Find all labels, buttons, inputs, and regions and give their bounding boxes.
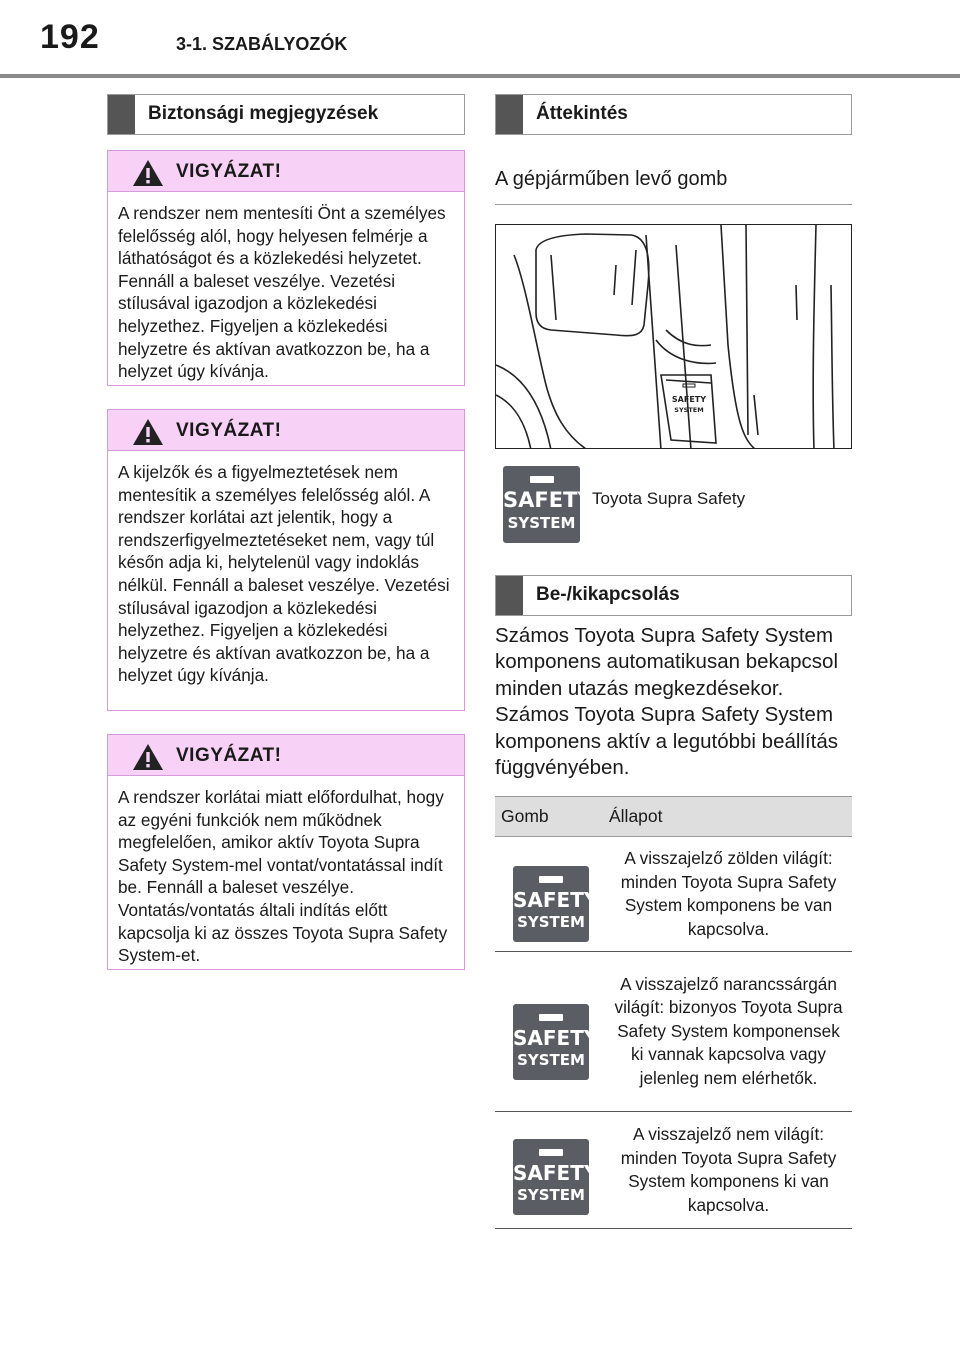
safety-system-button-icon [513, 1139, 599, 1215]
column-header-button: Gomb [495, 797, 605, 837]
section-marker [108, 95, 135, 134]
table-header-row [495, 797, 852, 837]
table-row [495, 952, 852, 1112]
table-cell-state: A visszajelző nem világít: minden Toyota Supra Safety System komponens ki van kapcsolva. [605, 1112, 852, 1229]
warning-box-2 [107, 409, 465, 711]
table-cell-state: A visszajelző narancssárgán világít: bizonyos Toyota Supra Safety System komponensek ki vannak kapcsolva vagy jelenleg nem elérhetők. [605, 952, 852, 1112]
warning-label: VIGYÁZAT! [176, 420, 282, 441]
badge-line1: SAFETY [513, 1161, 599, 1185]
photo-button-label-line2: SYSTEM [674, 406, 704, 414]
badge-line2: SYSTEM [507, 514, 576, 532]
photo-button-label-line1: SAFETY [671, 395, 707, 404]
warning-header [108, 410, 464, 451]
badge-line2: SYSTEM [517, 1186, 585, 1204]
warning-box-3 [107, 734, 465, 970]
badge-line1: SAFETY [503, 488, 593, 512]
table-cell-state: A visszajelző zölden világít: minden Toyota Supra Safety System komponens be van kapcsolva. [605, 837, 852, 952]
section-marker [496, 95, 523, 134]
badge-line1: SAFETY [513, 888, 599, 912]
section-title: Be-/kikapcsolás [536, 584, 680, 605]
warning-text: A rendszer nem mentesíti Önt a személyes felelősség alól, hogy helyesen felmérje a láthatóságot és a közlekedési helyzetet. Fennáll a baleset veszélye. Vezetési stílusával igazodjon a közlekedési helyzethez. Figyeljen a közlekedési helyzetre és aktívan avatkozzon be, ha a helyzet úgy kívánja. [118, 203, 446, 382]
warning-triangle-icon [132, 743, 164, 771]
button-caption: Toyota Supra Safety [592, 489, 746, 508]
subheading: A gépjárműben levő gomb [495, 168, 728, 190]
table-cell-icon [495, 952, 605, 1112]
safety-system-button-icon [513, 1004, 599, 1080]
subheading-divider [495, 204, 852, 205]
table-row [495, 837, 852, 952]
state-table [495, 796, 852, 1229]
warning-text: A kijelzők és a figyelmeztetések nem mentesítik a személyes felelősség alól. A rendszer korlátai azt jelentik, hogy a rendszerfigyelmeztetéseket nem, vagy túl későn adja ki, helytelenül vagy indoklás nélkül. Fennáll a baleset veszélye. Vezetési stílusával igazodjon a közlekedési helyzethez. Figyeljen a közlekedési helyzetre és aktívan avatkozzon be, ha a helyzet úgy kívánja. [118, 462, 450, 686]
safety-system-button-icon [503, 466, 593, 543]
badge-line2: SYSTEM [517, 913, 585, 931]
console-drawing [496, 225, 852, 449]
section-marker [496, 576, 523, 615]
badge-line2: SYSTEM [517, 1051, 585, 1069]
warning-triangle-icon [132, 159, 164, 187]
page-number: 192 [40, 18, 100, 56]
safety-system-button-icon [513, 866, 599, 942]
header-divider [0, 74, 960, 78]
column-header-state: Állapot [605, 797, 852, 837]
section-safety-notes [107, 94, 465, 135]
badge-line1: SAFETY [513, 1026, 599, 1050]
section-overview [495, 94, 852, 135]
table-cell-icon [495, 1112, 605, 1229]
indicator-led [539, 1014, 563, 1021]
warning-box-1 [107, 150, 465, 386]
console-illustration [495, 224, 852, 449]
warning-triangle-icon [132, 418, 164, 446]
warning-header [108, 151, 464, 192]
indicator-led [539, 876, 563, 883]
warning-text: A rendszer korlátai miatt előfordulhat, hogy az egyéni funkciók nem működnek megfelelően, amikor aktív Toyota Supra Safety System-mel vontat/vontatással indít be. Fennáll a baleset veszélye. Vontatás/vontatás általi indítás előtt kapcsolja ki az összes Toyota Supra Safety System-et. [118, 787, 448, 966]
indicator-led [539, 1149, 563, 1156]
warning-header [108, 735, 464, 776]
warning-label: VIGYÁZAT! [176, 745, 282, 766]
section-on-off [495, 575, 852, 616]
section-title: Áttekintés [536, 103, 628, 124]
body-paragraph: Számos Toyota Supra Safety System komponens automatikusan bekapcsol minden utazás megkezdésekor. Számos Toyota Supra Safety System komponens aktív a legutóbbi beállítás függvényében. [495, 624, 839, 780]
chapter-title: 3-1. SZABÁLYOZÓK [176, 34, 348, 54]
table-row [495, 1112, 852, 1229]
table-cell-icon [495, 837, 605, 952]
section-title: Biztonsági megjegyzések [148, 103, 379, 124]
warning-label: VIGYÁZAT! [176, 161, 282, 182]
indicator-led [530, 476, 554, 483]
